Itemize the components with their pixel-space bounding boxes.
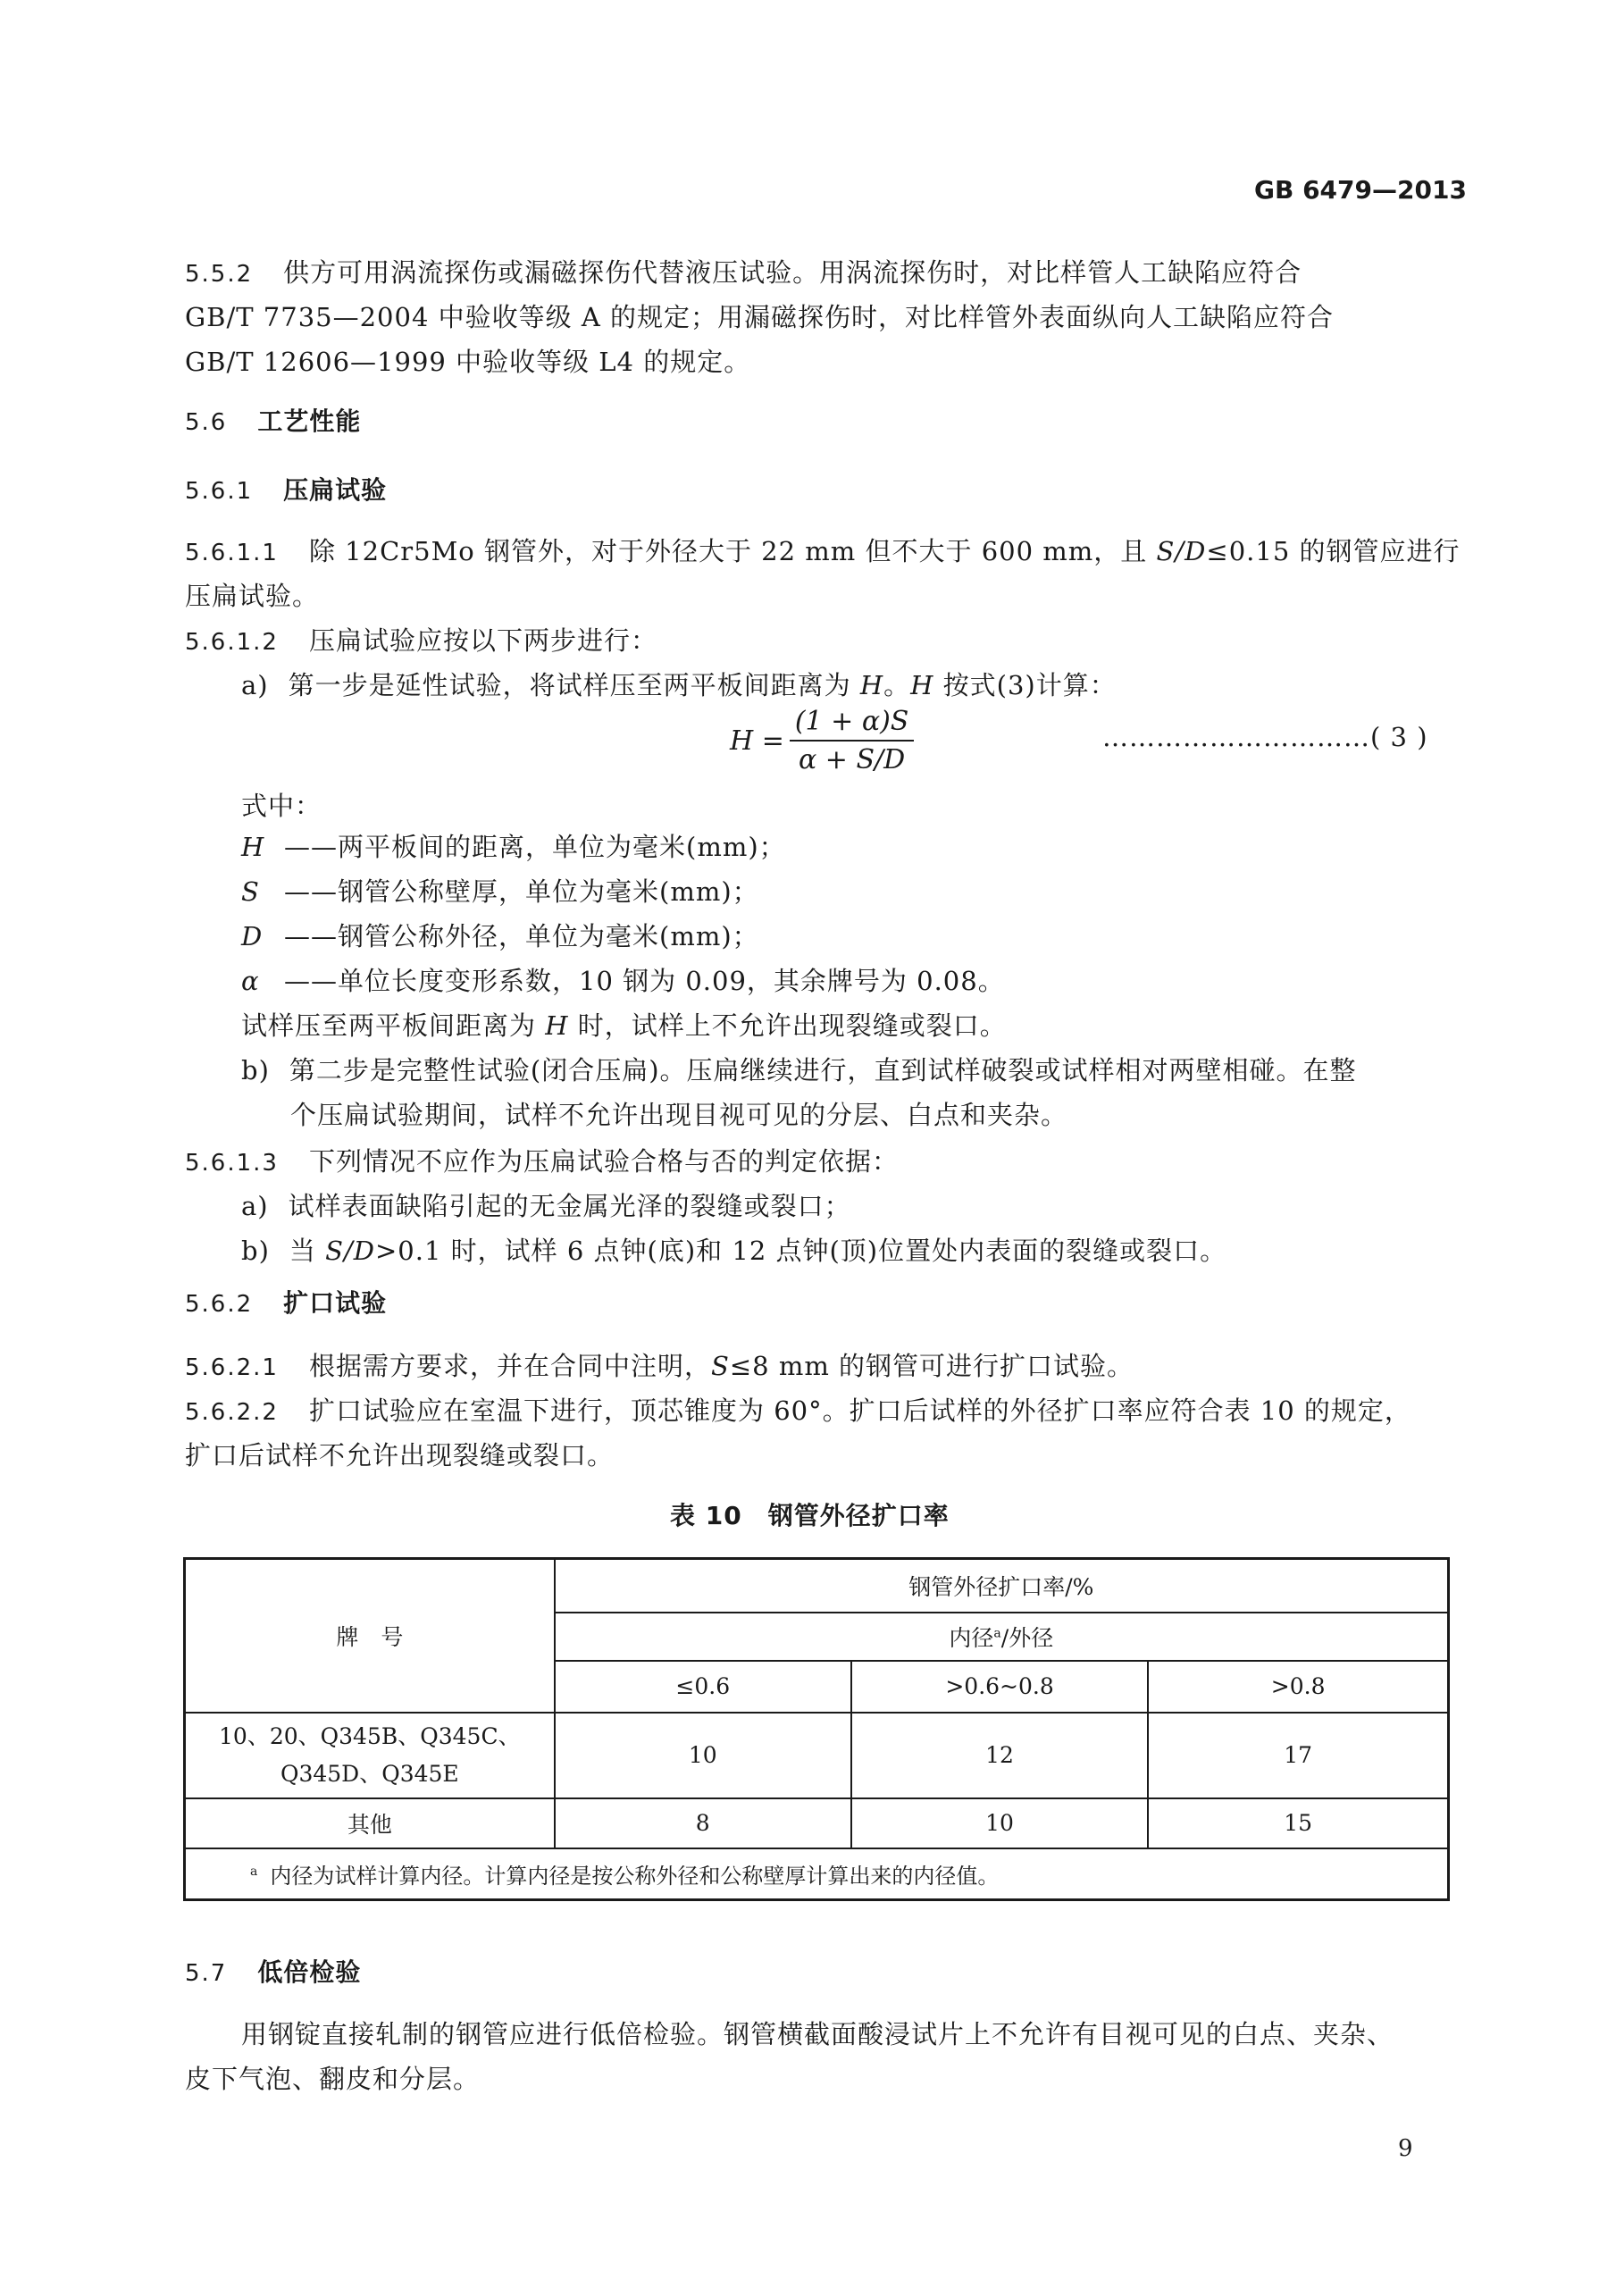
clause-5-6-2-2-line1 [185,1391,1411,1428]
list-item-a [241,1186,851,1223]
symbol-h: H [859,670,884,700]
section-number: 5.7 [185,1960,228,1987]
header-col: >0.8 [1148,1661,1448,1713]
clause-text: 扩口试验应在室温下进行，顶芯锥度为 60°。扩口后试样的外径扩口率应符合表 10 的规定， [308,1395,1411,1426]
ductility-requirement [241,1006,1007,1043]
definition-d [241,917,759,953]
clause-number: 5.6.1.3 [185,1150,279,1177]
formula-3 [730,706,914,775]
clause-5-5-2-line2: GB/T 7735—2004 中验收等级 A 的规定；用漏磁探伤时，对比样管外表面纵向人工缺陷应符合 [185,302,1335,332]
definition-symbol: H [241,832,265,862]
formula-reference: …………………………( 3 ) [1102,722,1428,752]
section-5-6-2-heading [185,1284,387,1320]
table-row [185,1798,1449,1848]
list-label: b) [241,1236,270,1266]
cell-value: 10 [555,1713,851,1798]
list-item-b [241,1231,1226,1268]
header-grade: 牌 号 [185,1559,555,1713]
list-text: 第二步是完整性试验(闭合压扁)。压扁继续进行，直到试样破裂或试样相对两壁相碰。在整 [289,1055,1357,1085]
section-5-6-1-heading [185,471,387,507]
table-caption: 表 10 钢管外径扩口率 [670,1501,950,1530]
definition-symbol: α [241,966,260,996]
list-label: b) [241,1055,270,1085]
table-note-row [185,1848,1449,1900]
list-item-b-line2: 个压扁试验期间，试样不允许出现目视可见的分层、白点和夹杂。 [290,1100,1068,1130]
footnote-marker: a [250,1864,258,1879]
definition-text: ——两平板间的距离，单位为毫米(mm)； [284,832,786,862]
header-text: 内径 [949,1624,994,1651]
symbol-h: H [545,1010,569,1041]
section-title: 低倍检验 [257,1957,362,1987]
clause-5-6-1-1-line1 [185,532,1461,568]
table-note [185,1848,1449,1900]
clause-number: 5.6.2.1 [185,1354,279,1381]
clause-text: 下列情况不应作为压扁试验合格与否的判定依据： [308,1146,899,1177]
list-label: a) [241,1191,269,1221]
list-text: 当 [289,1236,326,1266]
definition-h [241,827,786,864]
section-title: 工艺性能 [257,406,362,436]
standard-number: GB 6479—2013 [1254,175,1467,205]
where-label: 式中： [241,791,322,821]
definition-symbol: S [241,876,260,907]
grade-text: 10、20、Q345B、Q345C、 [219,1722,521,1749]
clause-5-5-2-line3: GB/T 12606—1999 中验收等级 L4 的规定。 [185,347,751,377]
section-title: 扩口试验 [283,1288,388,1318]
formula-denominator: α + S/D [799,744,906,775]
table-10 [183,1557,1450,1901]
symbol-h: H [910,670,934,700]
definition-text: ——钢管公称壁厚，单位为毫米(mm)； [284,876,759,907]
section-5-7-heading [185,1953,361,1989]
definition-s [241,872,759,909]
formula-fraction [790,706,915,775]
table-header-row [185,1559,1449,1613]
list-item-b-line1 [241,1051,1357,1087]
formula-lhs: H = [730,725,784,757]
clause-text: 根据需方要求，并在合同中注明， [308,1351,711,1381]
page-number: 9 [1398,2135,1414,2162]
header-expansion-rate: 钢管外径扩口率/% [555,1559,1449,1613]
list-label: a) [241,670,269,700]
list-text: >0.1 时，试样 6 点钟(底)和 12 点钟(顶)位置处内表面的裂缝或裂口。 [375,1236,1227,1266]
clause-5-5-2-line1 [185,253,1302,289]
symbol-s: S [710,1351,730,1381]
clause-text: 压扁试验应按以下两步进行： [308,625,657,656]
clause-5-6-1-3-line1 [185,1142,899,1178]
clause-text: ≤0.15 的钢管应进行 [1206,536,1461,566]
definition-symbol: D [241,921,264,951]
list-item-a [241,666,1117,702]
text: 时，试样上不允许出现裂缝或裂口。 [568,1010,1007,1041]
grade-text: Q345D、Q345E [280,1760,459,1787]
formula-numerator: (1 + α)S [790,706,915,742]
clause-text: 除 12Cr5Mo 钢管外，对于外径大于 22 mm 但不大于 600 mm，且 [308,536,1157,566]
symbol-s-over-d: S/D [1156,536,1207,566]
cell-grade: 其他 [185,1798,555,1848]
cell-value: 10 [851,1798,1148,1848]
clause-number: 5.6.2.2 [185,1399,279,1426]
section-number: 5.6.2 [185,1291,254,1318]
text: 试样压至两平板间距离为 [241,1010,546,1041]
definition-text: ——单位长度变形系数，10 钢为 0.09，其余牌号为 0.08。 [284,966,1005,996]
cell-value: 15 [1148,1798,1448,1848]
cell-value: 8 [555,1798,851,1848]
clause-5-7-line2: 皮下气泡、翻皮和分层。 [185,2064,481,2094]
definition-alpha [241,961,1005,998]
table-row [185,1713,1449,1798]
list-text: 第一步是延性试验，将试样压至两平板间距离为 [288,670,860,700]
symbol-s-over-d: S/D [325,1236,375,1266]
section-5-6-heading [185,402,361,438]
clause-text: ≤8 mm 的钢管可进行扩口试验。 [729,1351,1134,1381]
cell-grade [185,1713,555,1798]
list-text: 试样表面缺陷引起的无金属光泽的裂缝或裂口； [288,1191,851,1221]
header-col: >0.6~0.8 [851,1661,1148,1713]
clause-5-6-2-2-line2: 扩口后试样不允许出现裂缝或裂口。 [185,1440,615,1471]
clause-5-6-1-2-line1 [185,621,657,658]
note-text: 内径为试样计算内径。计算内径是按公称外径和公称壁厚计算出来的内径值。 [270,1863,1000,1889]
section-number: 5.6 [185,409,228,436]
header-col: ≤0.6 [555,1661,851,1713]
cell-value: 12 [851,1713,1148,1798]
header-text: /外径 [1000,1624,1054,1651]
list-text: 按式(3)计算： [933,670,1117,700]
header-diameter-ratio [555,1613,1449,1661]
clause-text: 供方可用涡流探伤或漏磁探伤代替液压试验。用涡流探伤时，对比样管人工缺陷应符合 [283,257,1302,288]
clause-5-6-2-1 [185,1346,1134,1383]
footnote-marker: a [993,1626,1001,1641]
cell-value: 17 [1148,1713,1448,1798]
list-text: 。 [883,670,911,700]
clause-number: 5.5.2 [185,261,254,288]
section-number: 5.6.1 [185,478,254,505]
definition-text: ——钢管公称外径，单位为毫米(mm)； [284,921,759,951]
clause-number: 5.6.1.1 [185,540,279,566]
section-title: 压扁试验 [283,475,388,505]
clause-5-6-1-1-line2: 压扁试验。 [185,581,320,611]
clause-5-7-line1: 用钢锭直接轧制的钢管应进行低倍检验。钢管横截面酸浸试片上不允许有目视可见的白点、夹杂、 [241,2019,1394,2049]
clause-number: 5.6.1.2 [185,629,279,656]
